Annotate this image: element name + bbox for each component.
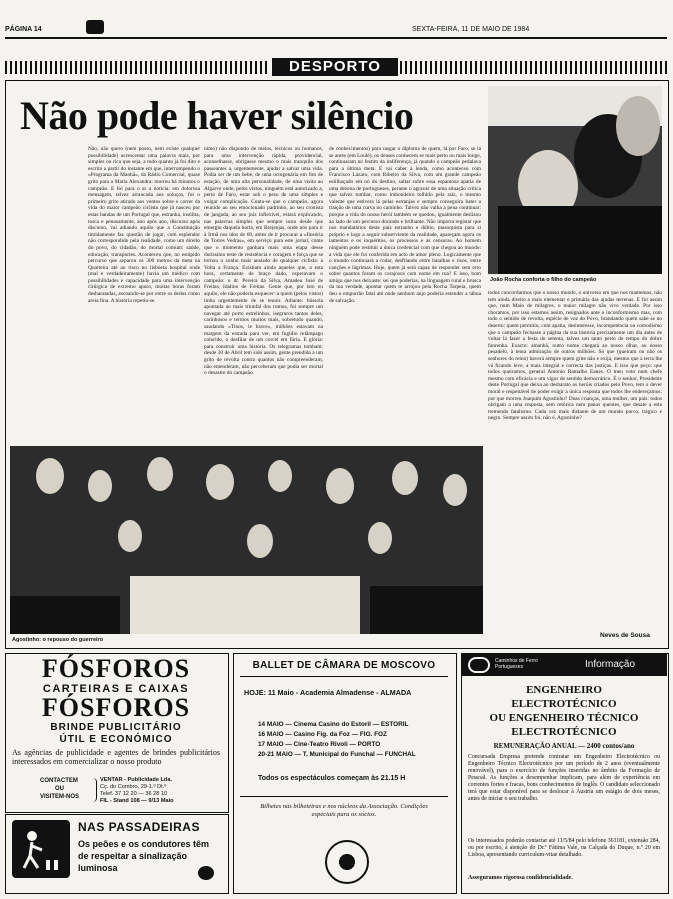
photo-son-illustration — [488, 86, 662, 274]
issue-date: SEXTA-FEIRA, 11 DE MAIO DE 1984 — [412, 26, 530, 33]
section-stripes-left — [5, 61, 270, 74]
photo-crowd-funeral — [10, 446, 483, 634]
article-col1: Não, não quero (nem posso, nem existe qualquer possibilidade) acrescentar uma palavra mais, por simples ou rica que seja, a tudo quanto já foi dito e escrito a partir do instante em que, interrompendo o «Programa da Manhã», da Rádio Comercial, quase grito para a Maria Alexandra: morreu há minutos o campeão. E foi para o ar a notícia: em dolorosa mensagem, talvez arrancada aos soluços, foi o primeiro grito atirado aos ventos sobre o correr da vida do maior campeão ciclista que já nasceu por estas bandas de um Portugal que, estranha, insólita, tosca e penosamente, ano após ano, discurso após discurso, vai adiando aquilo que a Constituição timidamente faz questão de jogar, com esplendor não correspondido pela realidade, como um direito do povo, do cidadão, do mortal comum: saúde, educação, transportes. Aconteceu que, no estúpido percurso que separou os 300 metros da meta na Quarteira até ao risco no lisboeta hospital onde (mal e verdadeiramente) havia um médico com possibilidades e capacidade para uma intervenção cirúrgica de extremo apuro, muitas horas foram desbaratadas, escoando-se por entre os dedos como areia fina. A história repetiu-se. — [88, 146, 200, 304]
fosforos-address: Cç. do Combro, 29-1.º Dt.º — [100, 784, 167, 790]
fosforos-company: VENTAR - Publicidade Lda. — [100, 777, 172, 783]
fosforos-phone: Telef. 37 12 20 — 36 28 10 — [100, 791, 168, 797]
header-rule — [5, 37, 667, 39]
fosforos-sub-1: CARTEIRAS E CAIXAS — [42, 683, 190, 695]
passadeiras-body: Os peões e os condutores têm de respeitar a sinalização luminosa — [78, 839, 210, 873]
son-photo-caption: João Rocha conforta o filho do campeão — [490, 277, 597, 283]
fosforos-fil: FIL - Stand 108 — 9/13 Maio — [100, 798, 174, 804]
fosforos-visit-label: VISITEM-NOS — [40, 794, 80, 800]
cp-closing: Os interessados poderão contactar até 11/5/84 pelo telefone 363181, extensão 284, ou por escrito, à atenção do Dr.º Fátima Vale, na Calçada do Duque, n.º 20 em Lisboa, apresentando curriculum-vitae detalhado. — [468, 838, 660, 858]
ballet-tickets: Bilhetes nas bilheteiras e nos núcleos da Associação. Condições especiais para os sócios. — [260, 803, 428, 818]
association-emblem-icon — [325, 840, 369, 884]
cp-confidential: Asseguramos rigorosa confidencialidade. — [468, 875, 573, 881]
ballet-show-4: 20-21 MAIO — T. Municipal do Funchal — FUNCHAL — [258, 751, 416, 758]
cp-info-label: Informação — [585, 659, 636, 670]
cp-job-1: ENGENHEIRO — [526, 684, 602, 696]
photo-crowd-illustration — [10, 446, 483, 634]
fosforos-or-label: OU — [55, 786, 64, 792]
fosforos-body: As agências de publicidade e agentes de brindes publicitários interessados em comercializar o nosso produto — [12, 748, 220, 766]
cp-logo-icon — [468, 657, 490, 673]
article-col4: todos concordarmos que o nosso mundo, o universo em que nos mantemos, não tem ainda direito a mais elementar e primária das ajudas terrenas. E foi assim que, num Maio de milagres, o maior milagre não vivo verdade. Por isso choramos, por isso estamos assim, resignados ante o inconformismo mas, com todo o sentido de revolta, espécie de voz do Povo, brandando quem sabe se no deserto: quem permitiu, com apatia, desinteresse, incompetência ou comodismo que o campeão fechasse a página da sua história precisamente um dia antes de voltar lá fazer a festa do setenta, talvez um tanto perto do tempo do dobre fanrenha. Exacto: amanhã, outro nome chegará ao nosso olhar, ao nosso pesadelo, à tenra admiração de outros milhões. Só que (queiram ou não os senhores do reino) haverá sempre quem grite não e exija, mesmo que a terra lhe vá ficando leve, a mais integral e correcta das justiças. E isso que peço: que todos queiramos, general António Ramalho Eanes. O meu voto num chefe mesmo com eficácia e um vigor de sentido democrático. É o senhor, Presidente deste Portugal que deixa ao desbarato os heróis criados pelo Povo, tem o dever moral e respeitável de poder exigir a única resposta que todos lhe endereçamos: por que morreu Joaquim Agostinho? Duas crianças, uma mulher, um país: todos obrigam a uma resposta, sem retórica nem panos quentes, que desate a este tremendo fatalismo. Cada vez mais distante de um mundo porco, trágico e negro. Sempre assim foi, não é, Agostinho? — [488, 290, 662, 422]
byline: Neves de Sousa — [600, 632, 650, 639]
fosforos-title-1: FÓSFOROS — [41, 654, 191, 683]
fosforos-contact-label: CONTACTEM — [40, 778, 78, 784]
article-col3: de conhecimentos) para rasgar o diploma de quem, lá por Faro, se lá se antes (em Loulé), os deuses conhecem se mais perto ou mais longe, continuaram no festim da indiferença, já quando o campeão pedalava para a última meta. E vai caber à lenda, como aconteceu com Francisco Lázaro, com Ribeiro da Silva, com um grande campeão estilhaçado em nó do destino, saltar sobre essa espantosa apatia de uma dezena de portugueses, perante o agravar de uma situação crítica que talvez tombar, como imbondeiro tolhido pela raiz, o mesmo valente que estivera lá pelas estranjas e sempre conseguira bater a traição de uma curva no caminho. Talvez não valha a pena continuar: porque a vida do nosso herói também se quedou, igualmente deslizou ao lado de um percurso dourado e brilhante. Não importa registar que nos mandatários deste país estranho e dúbio, masoquista para si próprio e logo a seguir subserviente da realidade, apareçam agora os lamentos e os inquéritos, os processos e as censuras. Ao homem ninguém pode restituir a única credencial com que chegou ao mundo: a vida que ele foi conferida em acto de amor pleno. Logicamente que o mundo continuará a rodar, desfilando entre batalhas e risos, entre canções e lágrimas. Hoje, quem já será capaz de responder sem erro sobre quantos foram os corajosos com nome em rua? E isso, bom amigo que nos deixaste: sei que poderias, na linguagem rural e brusca da tua verdade, apontar quem te arrojou pela Rocha Tarpeia, quem deu o empurrão fatal até onde nenhum anjo poderia estender a tábua de salvação. — [329, 146, 481, 304]
cp-job-4: ELECTROTÉCNICO — [511, 726, 617, 738]
pedestrian-sign-icon — [12, 820, 70, 878]
newspaper-logo-icon — [86, 20, 104, 34]
section-title: DESPORTO — [272, 58, 398, 76]
cp-company: Caminhos de Ferro Portugueses — [495, 658, 538, 670]
ballet-main-show: HOJE: 11 Maio - Academia Almadense - ALMADA — [244, 688, 412, 697]
ballet-rule-2 — [240, 796, 448, 797]
crowd-photo-caption: Agostinho: o repouso do guerreiro — [12, 637, 104, 643]
cp-salary: REMUNERAÇÃO ANUAL — 2400 contos/ano — [493, 742, 635, 750]
ballet-show-2: 16 MAIO — Casino Fig. da Foz — FIG. FOZ — [258, 731, 387, 738]
ballet-show-3: 17 MAIO — Cine-Teatro Rivoli — PORTO — [258, 741, 381, 748]
fosforos-brace — [90, 778, 97, 802]
fosforos-title-2: FÓSFOROS — [41, 693, 191, 722]
headline: Não pode haver silêncio — [20, 93, 414, 138]
cp-job-2: ELECTROTÉCNICO — [511, 698, 617, 710]
fosforos-sub-3: ÚTIL E ECONÓMICO — [59, 734, 173, 745]
ballet-show-1: 14 MAIO — Cinema Casino do Estoril — ESTORIL — [258, 721, 409, 728]
article-col2: nimo) não dispondo de meios, técnicos ou humanos, para uma intervenção rápida, providencial, aconselhasse, obrigasse mesmo o mais tranquilo dos passeantes a, urgentemente, ajudar a salvar uma vida. Podia ser de um bebé, de uma octogenária em fim de estação, de uma alta personalidade, de uma visita ao Algarve onde, pelos vistos, ninguém está autorizado a, perto de Faro, estar sob o peso de uma simples e vulgar complicação. Conta-se que o campeão, agora reunido ao seu emocionado padrinho, ao seu cronista de jangada, ao seu juiz inflexível, estará explicando, nas palavras simples que sempre usou desde que emergiu daquela horta, em Brejenjas, onde nós para ir à Irmã nos idos de 69, antes de ir procurar a «Ilusória de Torres Vedras», em serviço para este jornal, conte que o momento ganhara mais uma etapa desse duríssimo teste de resistência e coragem e força que se tornou o sonho mais ansiado de qualquer ciclista: a Volta a França. Existiam ainda aqueles que, a esta hora, certamente de braço dado, esperavam o campeão: o dr. Pereira da Silva, Amadeu José de Freitas, Idalino de Freitas. Gente que, por isto ou aquilo, ele não poderia esquecer: a quem (pelos vistos) tinha urgentemente de se reunir. Adiante: bússola apontada ao mais triunfal dos rumos, foi sempre um navegar até porto estrelinhos, isegruros tantos deles, carinhosos e termos muitos mais, sobretudo quando, saudando «Tinos, le brave», milhões estavam na margem da estrada para ver, em fugidio relâmpago colorido, o desfilar de um corcel em fúria. E glória: para construir uma história. Os telegramas tombam: desde 30 de Abril tem sido assim, gente prendida a um grito de revolta contra quantos não compreenderam, não entenderam, não perceberam que podia ser mortal o desastre do campeão. — [204, 146, 323, 377]
passadeiras-title: NAS PASSADEIRAS — [78, 820, 200, 834]
photo-son-comforted — [488, 86, 662, 274]
ballet-time: Todos os espectáculos começam às 21.15 H — [258, 775, 406, 782]
cp-header-bar — [462, 654, 667, 676]
ballet-rule — [240, 676, 448, 677]
page-number: PÁGINA 14 — [5, 26, 42, 33]
ballet-title: BALLET DE CÂMARA DE MOSCOVO — [252, 660, 436, 671]
section-stripes-right — [400, 61, 667, 74]
fosforos-sub-2: BRINDE PUBLICITÁRIO — [50, 722, 182, 733]
ballet-shows-list — [258, 720, 452, 760]
cp-job-3: OU ENGENHEIRO TÉCNICO — [489, 712, 639, 724]
cp-body: Concursada Empresa pretende contratar um Engenheiro Electrotécnico ou Engenheiro Técnico Electrotécnico por um período de 2 anos (eventualmente renovável), para o exercício de funções inseridas no âmbito da Formação de Pessoal. As funções a desempenhar implicam, para além de experiência em correntes fortes e fracas, bons conhecimentos de Inglês. O candidato seleccionado terá que estar disponível para se deslocar à Áustria um estágio de dois meses, antes de iniciar o seu trabalho. — [468, 754, 660, 802]
road-safety-logo-icon — [198, 866, 214, 880]
